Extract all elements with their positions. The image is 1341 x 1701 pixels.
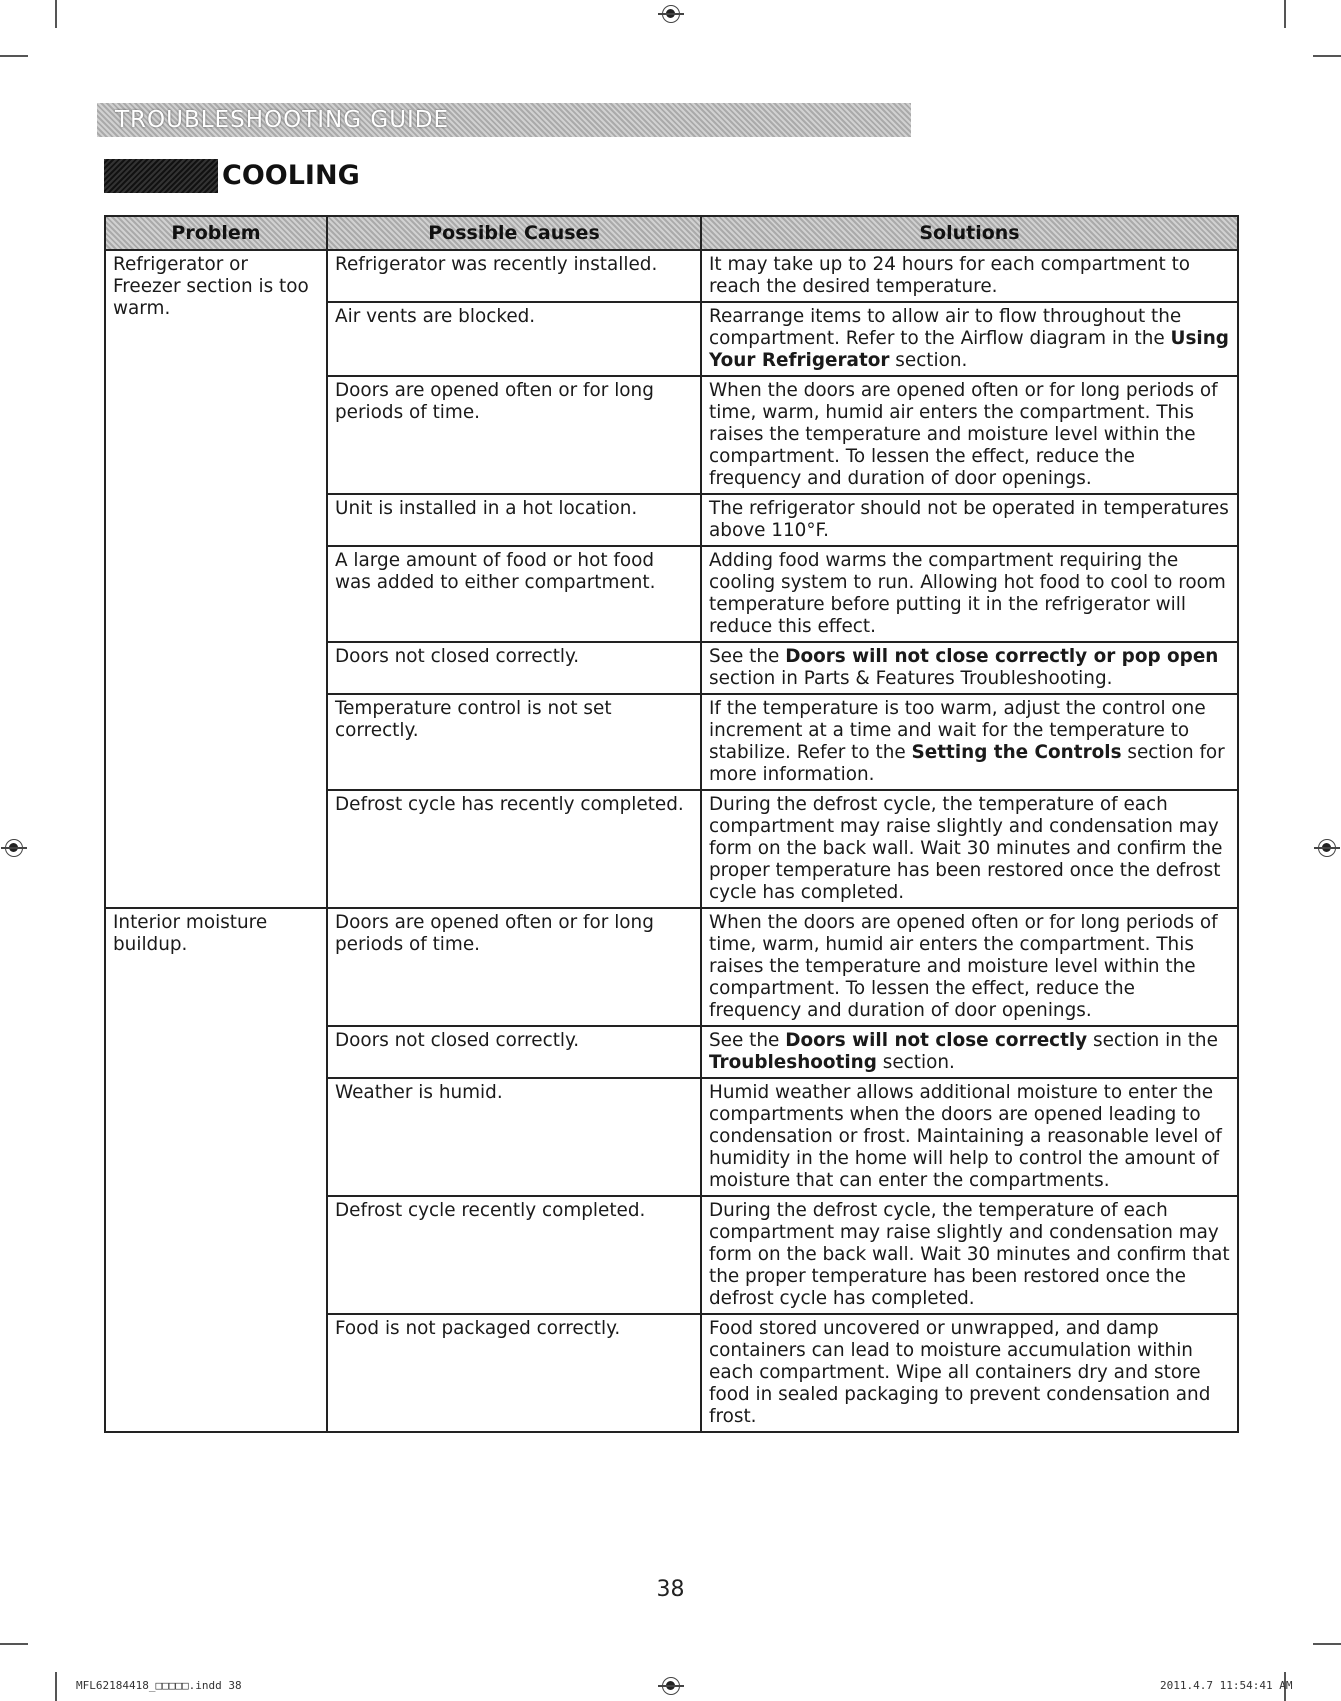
cause-cell: Defrost cycle has recently completed. [327, 790, 701, 908]
section-marker-block [104, 159, 218, 193]
section-reference: Setting the Controls [911, 742, 1122, 763]
page-number: 38 [656, 1577, 685, 1602]
footer-timestamp: 2011.4.7 11:54:41 AM [1160, 1679, 1293, 1692]
solution-text: See the [709, 1030, 786, 1051]
solution-cell [701, 908, 1238, 1026]
solution-cell [701, 546, 1238, 642]
solution-cell [701, 1314, 1238, 1432]
solution-text: section for more information. [709, 742, 1225, 785]
footer-file-name: MFL62184418_□□□□□.indd 38 [76, 1679, 242, 1692]
crop-mark [55, 0, 57, 28]
solution-text: Rearrange items to allow air to flow throughout the compartment. Refer to the Airflow diagram in the [709, 306, 1182, 349]
solution-text: When the doors are opened often or for long periods of time, warm, humid air enters the compartment. This raises the temperature and moisture level within the compartment. To lessen the effect, reduce the frequency and duration of door openings. [709, 380, 1218, 489]
solution-text: Adding food warms the compartment requiring the cooling system to run. Allowing hot food to cool to room temperature before putting it in the refrigerator will reduce this effect. [709, 550, 1226, 637]
solution-text: section. [889, 350, 968, 371]
troubleshooting-table [104, 215, 1239, 1433]
solution-text: Humid weather allows additional moisture to enter the compartments when the doors are opened leading to condensation or frost. Maintaining a reasonable level of humidity in the home will help to control the amount of moisture that can enter the compartments. [709, 1082, 1222, 1191]
section-reference: Using Your Refrigerator [709, 328, 1229, 371]
cause-cell: Doors are opened often or for long periods of time. [327, 376, 701, 494]
solution-cell [701, 642, 1238, 694]
cause-cell: Weather is humid. [327, 1078, 701, 1196]
solution-text: section in Parts & Features Troubleshooting. [709, 668, 1113, 689]
section-reference: Doors will not close correctly or pop open [785, 646, 1219, 667]
solution-cell [701, 1078, 1238, 1196]
registration-mark-icon [662, 1677, 680, 1695]
cause-cell: Defrost cycle recently completed. [327, 1196, 701, 1314]
cause-cell: Food is not packaged correctly. [327, 1314, 701, 1432]
troubleshooting-banner: TROUBLESHOOTING GUIDE [97, 103, 911, 137]
solution-text: If the temperature is too warm, adjust the control one increment at a time and wait for the temperature to stabilize. Refer to the [709, 698, 1206, 763]
solution-cell [701, 376, 1238, 494]
solution-text: When the doors are opened often or for long periods of time, warm, humid air enters the compartment. This raises the temperature and moisture level within the compartment. To lessen the effect, reduce the frequency and duration of door openings. [709, 912, 1218, 1021]
cause-cell: Doors not closed correctly. [327, 1026, 701, 1078]
crop-mark [0, 55, 28, 57]
cause-cell: Temperature control is not set correctly. [327, 694, 701, 790]
crop-mark [55, 1672, 57, 1701]
registration-mark-icon [5, 839, 23, 857]
cause-cell: Refrigerator was recently installed. [327, 250, 701, 302]
solution-text: During the defrost cycle, the temperature of each compartment may raise slightly and condensation may form on the back wall. Wait 30 minutes and confirm that the proper temperature has been restored once the defrost cycle has completed. [709, 1200, 1230, 1309]
crop-mark [1313, 1643, 1341, 1645]
solution-text: It may take up to 24 hours for each compartment to reach the desired temperature. [709, 254, 1191, 297]
table-body [105, 250, 1238, 1432]
solution-cell [701, 1026, 1238, 1078]
registration-mark-icon [1318, 839, 1336, 857]
solution-text: See the [709, 646, 786, 667]
solution-cell [701, 302, 1238, 376]
cause-cell: A large amount of food or hot food was added to either compartment. [327, 546, 701, 642]
solution-text: The refrigerator should not be operated in temperatures above 110°F. [709, 498, 1229, 541]
column-header-causes: Possible Causes [327, 216, 701, 250]
cause-cell: Air vents are blocked. [327, 302, 701, 376]
table-row [105, 250, 1238, 302]
solution-text: Food stored uncovered or unwrapped, and damp containers can lead to moisture accumulation within each compartment. Wipe all containers dry and store food in sealed packaging to prevent condensation and frost. [709, 1318, 1211, 1427]
column-header-problem: Problem [105, 216, 327, 250]
solution-text: section in the [1087, 1030, 1218, 1051]
solution-cell [701, 694, 1238, 790]
solution-cell [701, 790, 1238, 908]
table-row [105, 908, 1238, 1026]
section-title: COOLING [222, 160, 360, 191]
crop-mark [0, 1643, 28, 1645]
solution-cell [701, 250, 1238, 302]
solution-cell [701, 494, 1238, 546]
solution-text: During the defrost cycle, the temperature of each compartment may raise slightly and condensation may form on the back wall. Wait 30 minutes and confirm the proper temperature has been restored once the defrost cycle has completed. [709, 794, 1223, 903]
problem-cell: Interior moisture buildup. [105, 908, 327, 1432]
crop-mark [1284, 0, 1286, 28]
cause-cell: Unit is installed in a hot location. [327, 494, 701, 546]
section-reference: Troubleshooting [709, 1052, 877, 1073]
registration-mark-icon [662, 5, 680, 23]
cause-cell: Doors not closed correctly. [327, 642, 701, 694]
column-header-solutions: Solutions [701, 216, 1238, 250]
table-header-row [105, 216, 1238, 250]
solution-cell [701, 1196, 1238, 1314]
crop-mark [1313, 55, 1341, 57]
cause-cell: Doors are opened often or for long periods of time. [327, 908, 701, 1026]
section-reference: Doors will not close correctly [785, 1030, 1088, 1051]
solution-text: section. [876, 1052, 955, 1073]
problem-cell: Refrigerator or Freezer section is too warm. [105, 250, 327, 908]
